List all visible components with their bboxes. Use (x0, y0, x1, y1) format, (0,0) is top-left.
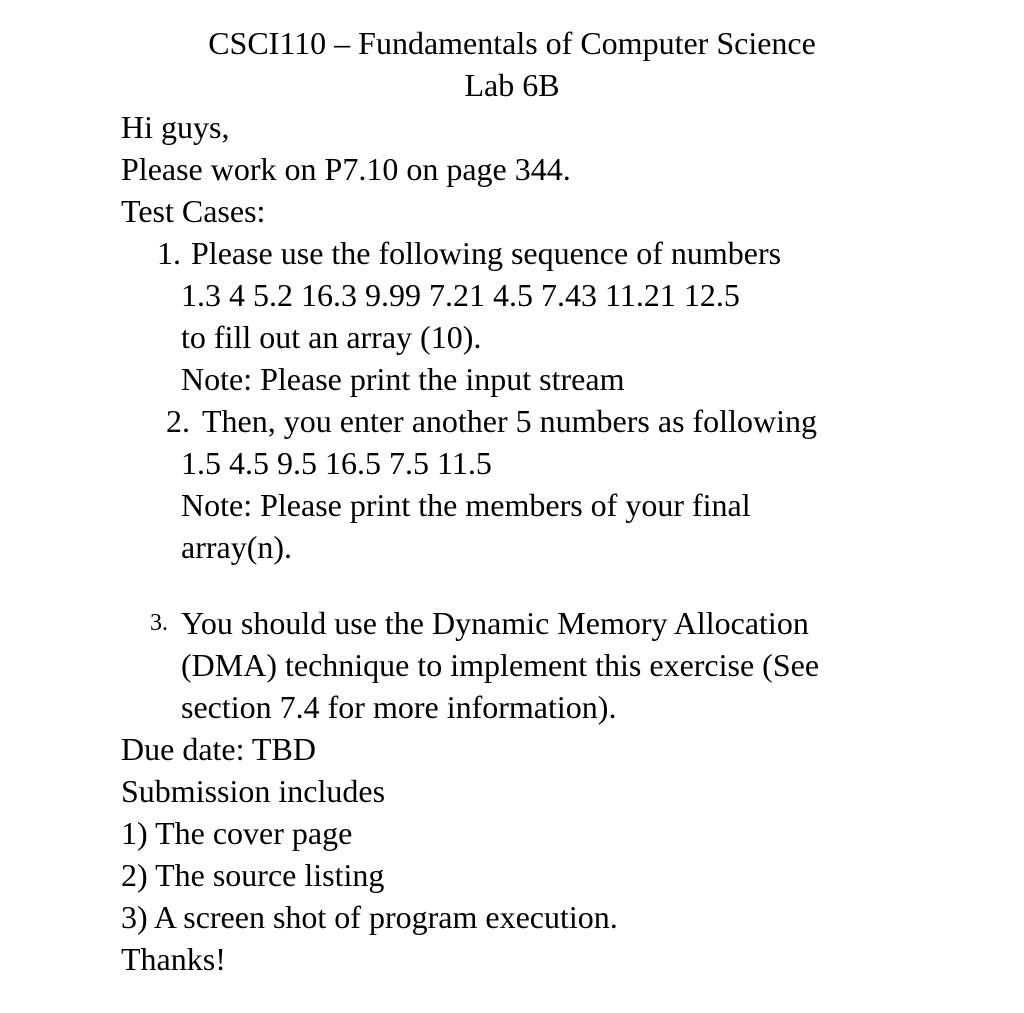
item-line: to fill out an array (10). (181, 319, 482, 355)
item-line: section 7.4 for more information). (181, 689, 617, 725)
item-line: 1.5 4.5 9.5 16.5 7.5 11.5 (181, 445, 492, 481)
item-line: 1.3 4 5.2 16.3 9.99 7.21 4.5 7.43 11.21 12.5 (181, 277, 740, 313)
item-number: 1. (157, 235, 181, 271)
item-line: You should use the Dynamic Memory Allocation (181, 605, 809, 641)
submission-heading: Submission includes (121, 773, 386, 809)
item-line: Note: Please print the members of your final (181, 487, 751, 523)
item-line: (DMA) technique to implement this exercise (See (181, 647, 820, 683)
course-title: CSCI110 – Fundamentals of Computer Science (208, 25, 816, 61)
instruction-text: Please work on P7.10 on page 344. (121, 151, 571, 187)
item-line: array(n). (181, 529, 293, 565)
lab-title: Lab 6B (464, 67, 560, 103)
greeting: Hi guys, (121, 109, 230, 145)
item-number: 3. (150, 610, 168, 636)
closing-text: Thanks! (121, 941, 226, 977)
submission-item: 1) The cover page (121, 815, 353, 851)
item-number: 2. (166, 403, 190, 439)
item-line: Note: Please print the input stream (181, 361, 625, 397)
submission-item: 3) A screen shot of program execution. (121, 899, 618, 935)
item-line: Then, you enter another 5 numbers as following (202, 403, 817, 439)
submission-item: 2) The source listing (121, 857, 385, 893)
due-date: Due date: TBD (121, 731, 316, 767)
test-cases-heading: Test Cases: (121, 193, 266, 229)
item-line: Please use the following sequence of numbers (191, 235, 782, 271)
